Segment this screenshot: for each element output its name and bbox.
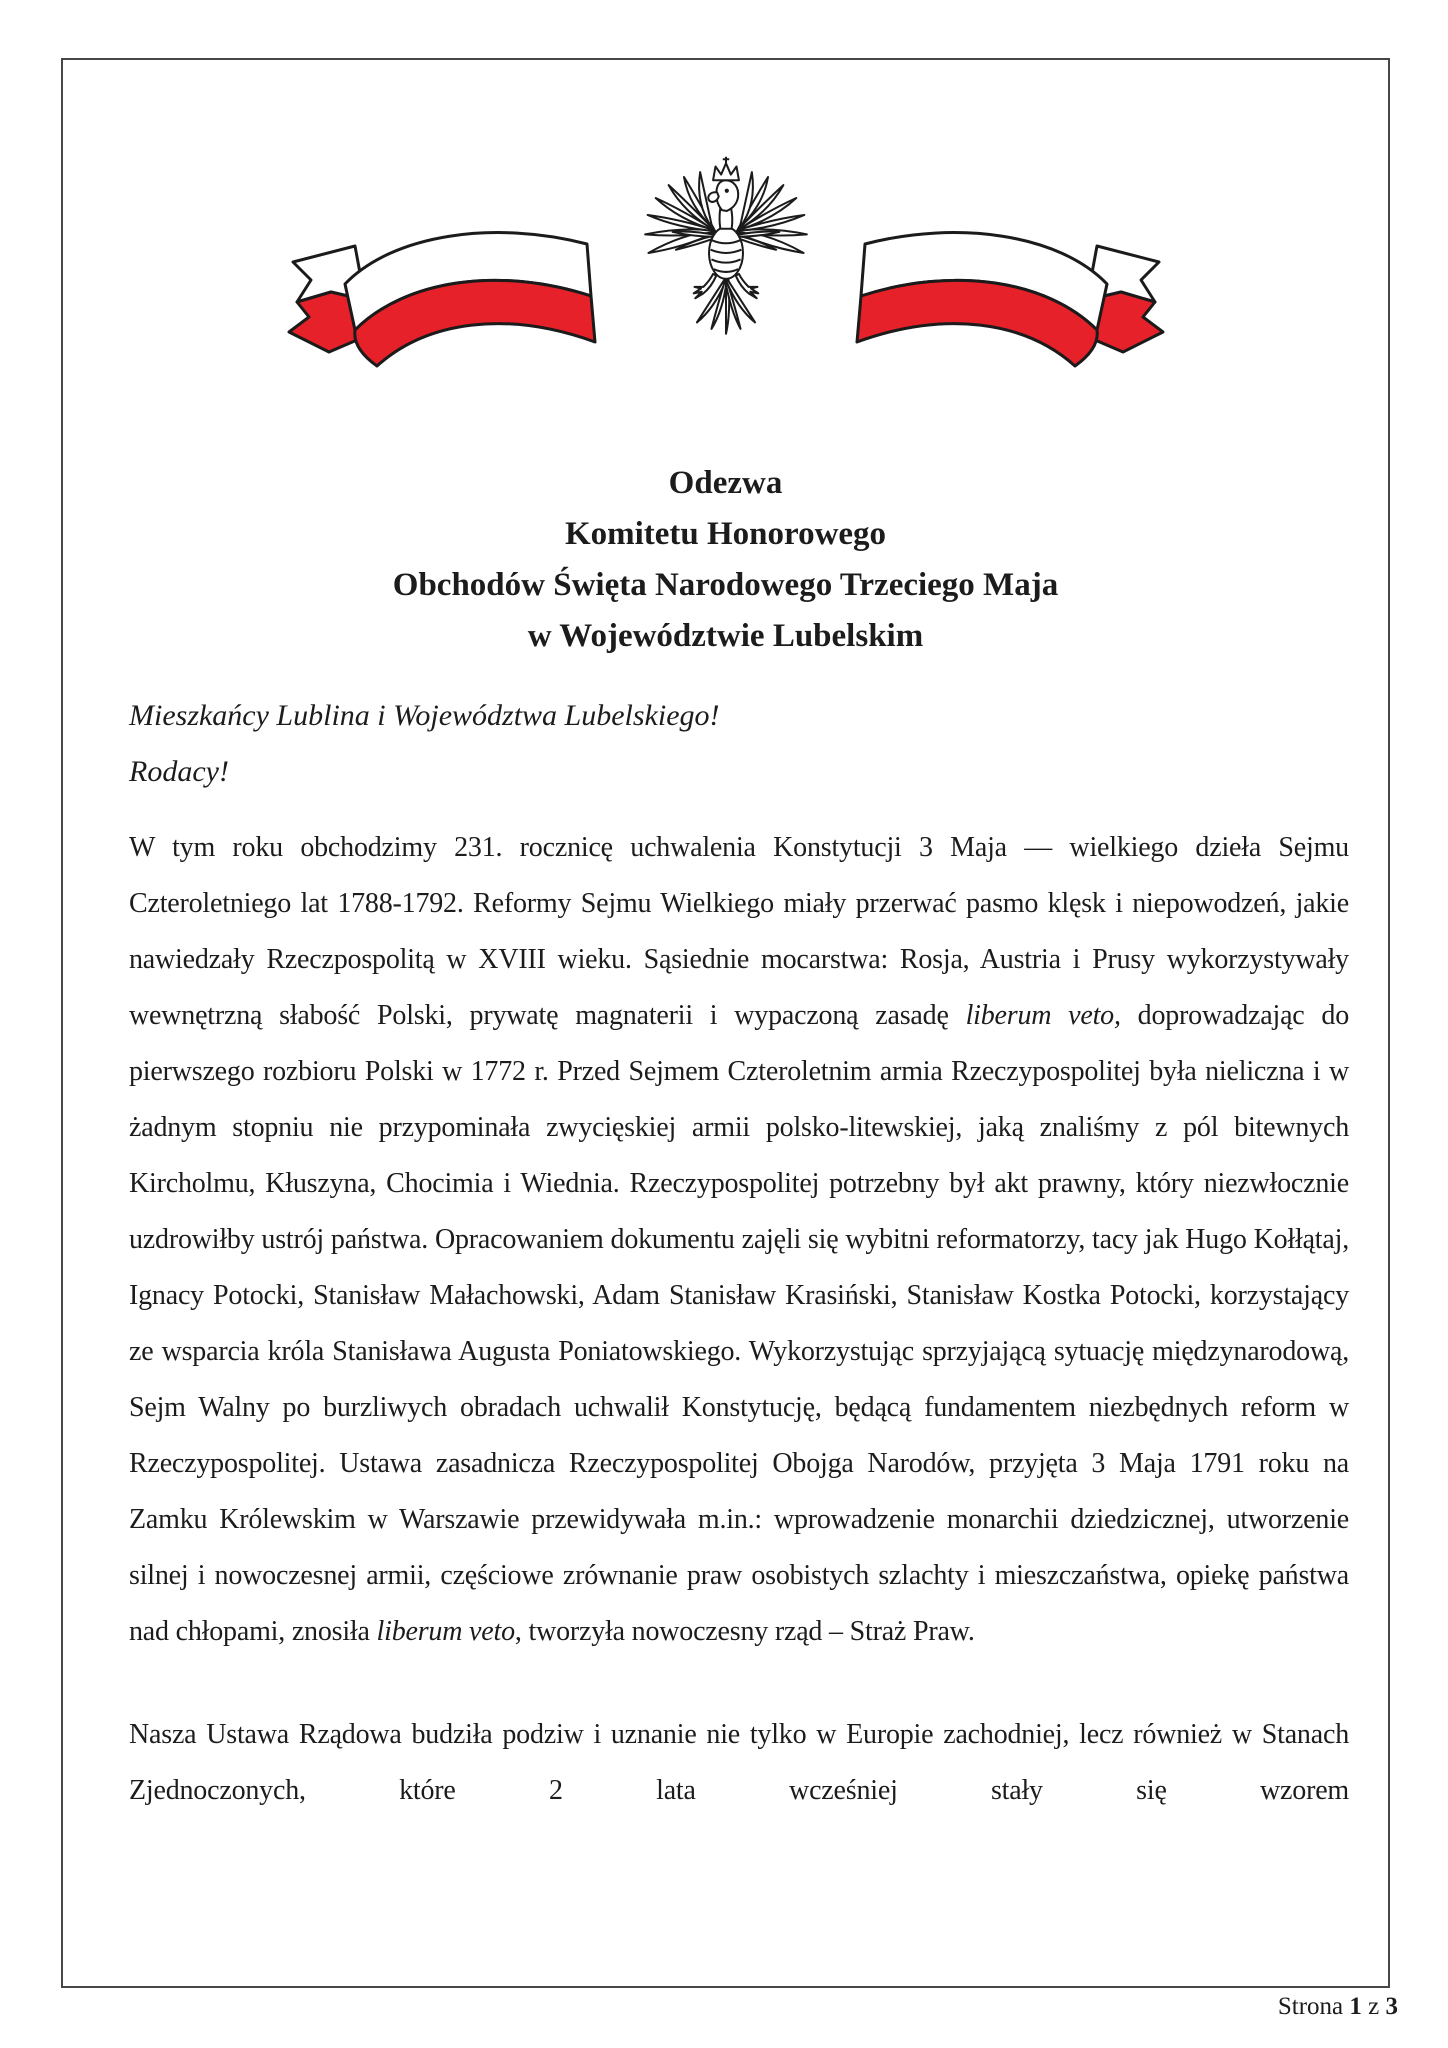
header-emblem-group <box>63 156 1388 372</box>
document-title <box>63 458 1388 662</box>
title-line-2: Komitetu Honorowego <box>564 516 887 552</box>
polish-eagle-emblem-icon <box>637 156 815 358</box>
salutation-line-1: Mieszkańcy Lublina i Województwa Lubelskiego! <box>129 699 720 732</box>
page-border <box>61 58 1390 1988</box>
page-number-total: 3 <box>1385 1993 1398 2020</box>
paragraph-2: Nasza Ustawa Rządowa budziła podziw i uznanie nie tylko w Europie zachodniej, lecz również w Stanach Zjednoczonych, które 2 lata wcześniej stały się wzorem <box>129 1719 1349 1806</box>
title-line-3: Obchodów Święta Narodowego Trzeciego Maja <box>392 567 1059 603</box>
page-number-separator: z <box>1368 1993 1380 2020</box>
page-number <box>1278 1992 1398 2022</box>
page-number-label: Strona <box>1277 1993 1344 2020</box>
title-line-4: w Województwie Lubelskim <box>527 618 924 654</box>
polish-flag-ribbon-right-icon <box>841 200 1171 372</box>
salutation-line-2: Rodacy! <box>129 755 229 788</box>
body-text <box>129 820 1349 1819</box>
paragraph-1: W tym roku obchodzimy 231. rocznicę uchwalenia Konstytucji 3 Maja — wielkiego dzieła Sejmu Czteroletniego lat 1788-1792. Reformy Sejmu Wielkiego miały przerwać pasmo klęsk i niepowodzeń, jakie nawiedzały Rzeczpospolitą w XVIII wieku. Sąsiednie mocarstwa: Rosja, Austria i Prusy wykorzystywały wewnętrzną słabość Polski, prywatę magnaterii i wypaczoną zasadę liberum veto, doprowadzając do pierwszego rozbioru Polski w 1772 r. Przed Sejmem Czteroletnim armia Rzeczypospolitej była nieliczna i w żadnym stopniu nie przypominała zwycięskiej armii polsko-litewskiej, jaką znaliśmy z pól bitewnych Kircholmu, Kłuszyna, Chocimia i Wiednia. Rzeczypospolitej potrzebny był akt prawny, który niezwłocznie uzdrowiłby ustrój państwa. Opracowaniem dokumentu zajęli się wybitni reformatorzy, tacy jak Hugo Kołłątaj, Ignacy Potocki, Stanisław Małachowski, Adam Stanisław Krasiński, Stanisław Kostka Potocki, korzystający ze wsparcia króla Stanisława Augusta Poniatowskiego. Wykorzystując sprzyjającą sytuację międzynarodową, Sejm Walny po burzliwych obradach uchwalił Konstytucję, będącą fundamentem niezbędnych reform w Rzeczypospolitej. Ustawa zasadnicza Rzeczypospolitej Obojga Narodów, przyjęta 3 Maja 1791 roku na Zamku Królewskim w Warszawie przewidywała m.in.: wprowadzenie monarchii dziedzicznej, utworzenie silnej i nowoczesnej armii, częściowe zrównanie praw osobistych szlachty i mieszczaństwa, opiekę państwa nad chłopami, znosiła liberum veto, tworzyła nowoczesny rząd – Straż Praw. <box>129 832 1349 1647</box>
page-number-current: 1 <box>1349 1993 1362 2020</box>
polish-flag-ribbon-left-icon <box>281 200 611 372</box>
title-line-1: Odezwa <box>668 465 783 501</box>
salutation <box>129 688 720 800</box>
